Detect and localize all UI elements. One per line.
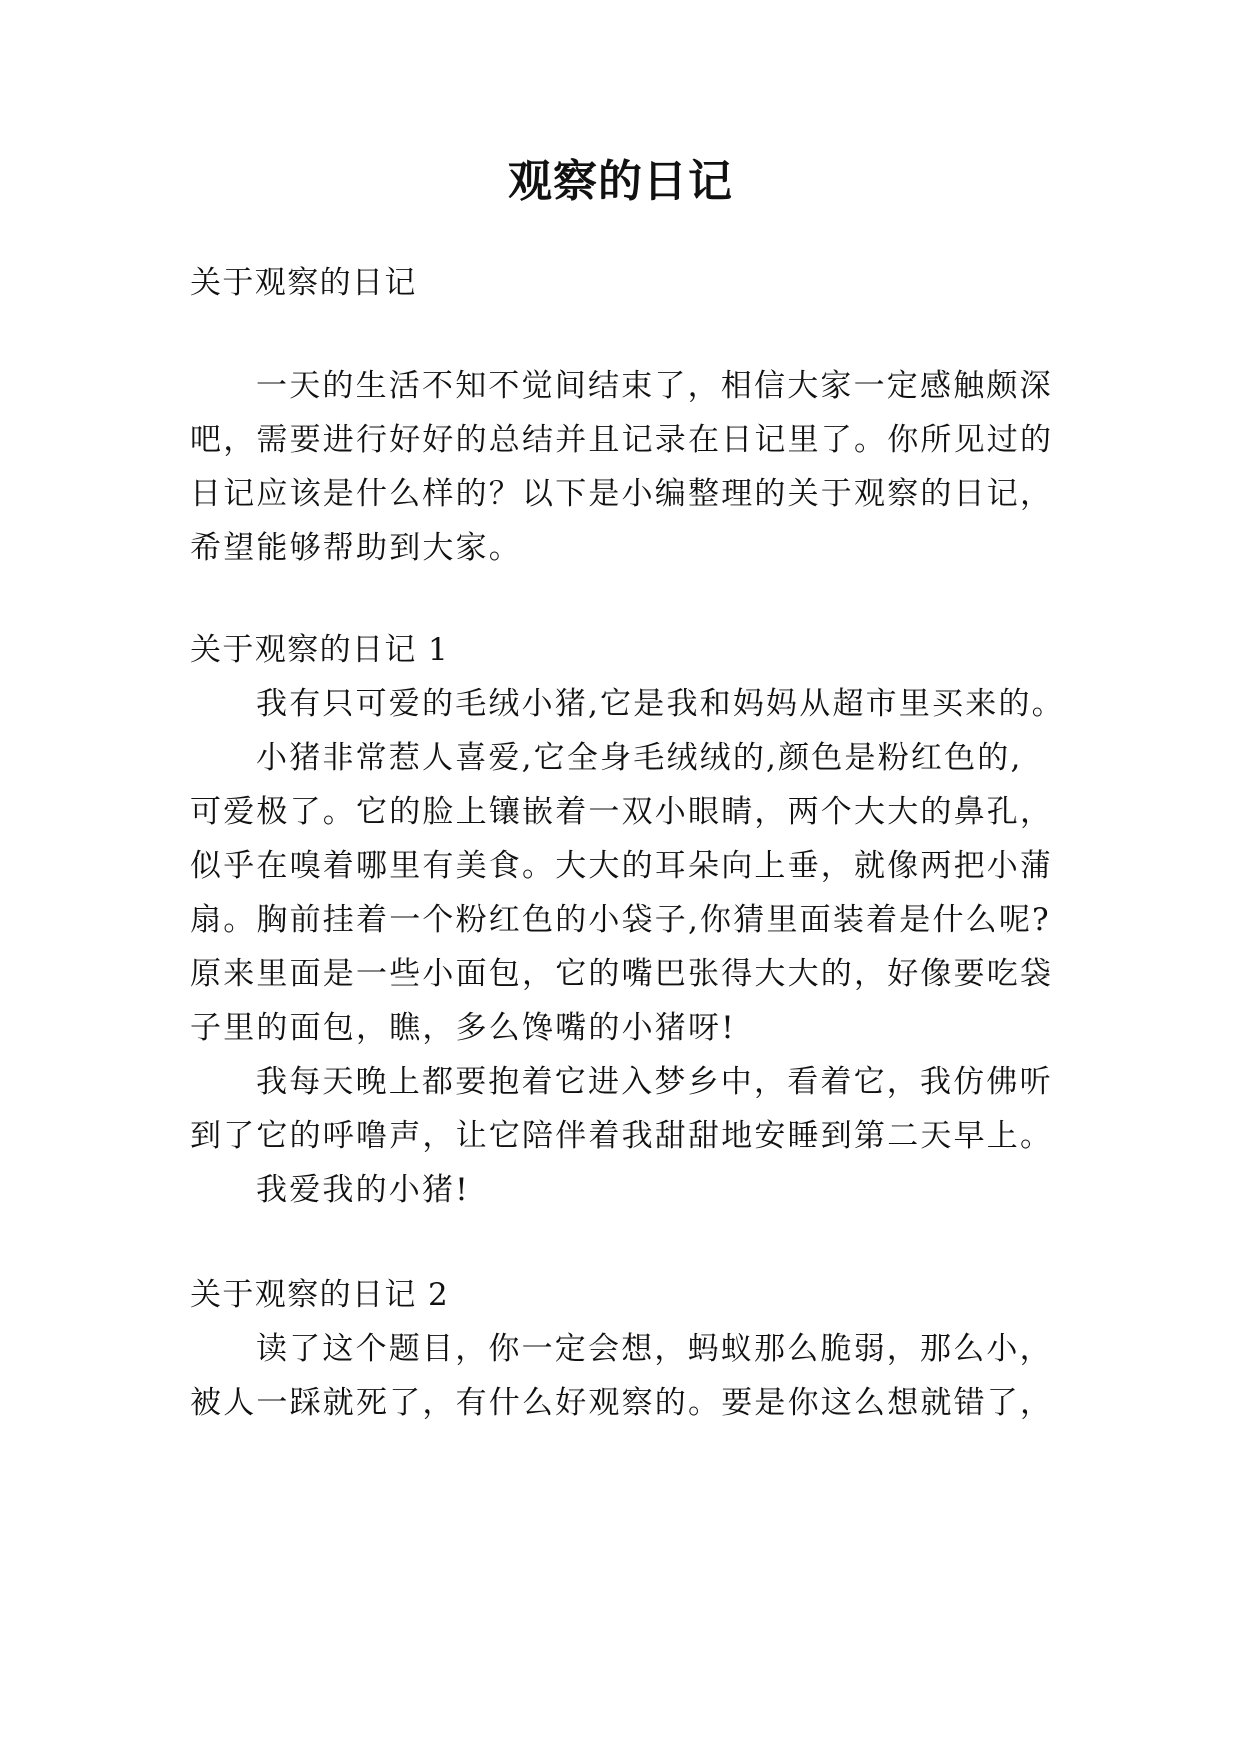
paragraph-line: 被人一踩就死了，有什么好观察的。要是你这么想就错了， — [190, 1385, 1054, 1421]
section-heading-diary-2: 关于观察的日记 2 — [190, 1277, 450, 1313]
paragraph-line: 原来里面是一些小面包，它的嘴巴张得大大的，好像要吃袋 — [190, 956, 1054, 992]
section-heading-diary-1: 关于观察的日记 1 — [190, 632, 450, 668]
paragraph-line: 我有只可爱的毛绒小猪,它是我和妈妈从超市里买来的。 — [256, 686, 1065, 722]
paragraph-line: 我每天晚上都要抱着它进入梦乡中，看着它，我仿佛听 — [256, 1064, 1053, 1100]
paragraph-line: 一天的生活不知不觉间结束了，相信大家一定感触颇深 — [256, 368, 1053, 404]
paragraph-line: 扇。胸前挂着一个粉红色的小袋子,你猜里面装着是什么呢? — [190, 902, 1051, 938]
paragraph-line: 子里的面包，瞧，多么馋嘴的小猪呀! — [190, 1010, 736, 1046]
paragraph-line: 日记应该是什么样的？以下是小编整理的关于观察的日记， — [190, 476, 1054, 512]
paragraph-line: 小猪非常惹人喜爱,它全身毛绒绒的,颜色是粉红色的, — [256, 740, 1023, 776]
paragraph-line: 到了它的呼噜声，让它陪伴着我甜甜地安睡到第二天早上。 — [190, 1118, 1054, 1154]
paragraph-line: 希望能够帮助到大家。 — [190, 530, 522, 566]
paragraph-line: 可爱极了。它的脸上镶嵌着一双小眼睛，两个大大的鼻孔， — [190, 794, 1054, 830]
paragraph-line: 读了这个题目，你一定会想，蚂蚁那么脆弱，那么小， — [256, 1331, 1053, 1367]
page-title: 观察的日记 — [508, 156, 733, 207]
section-heading-intro: 关于观察的日记 — [190, 265, 417, 301]
paragraph-line: 我爱我的小猪! — [256, 1172, 470, 1208]
paragraph-line: 似乎在嗅着哪里有美食。大大的耳朵向上垂，就像两把小蒲 — [190, 848, 1054, 884]
paragraph-line: 吧，需要进行好好的总结并且记录在日记里了。你所见过的 — [190, 422, 1054, 458]
